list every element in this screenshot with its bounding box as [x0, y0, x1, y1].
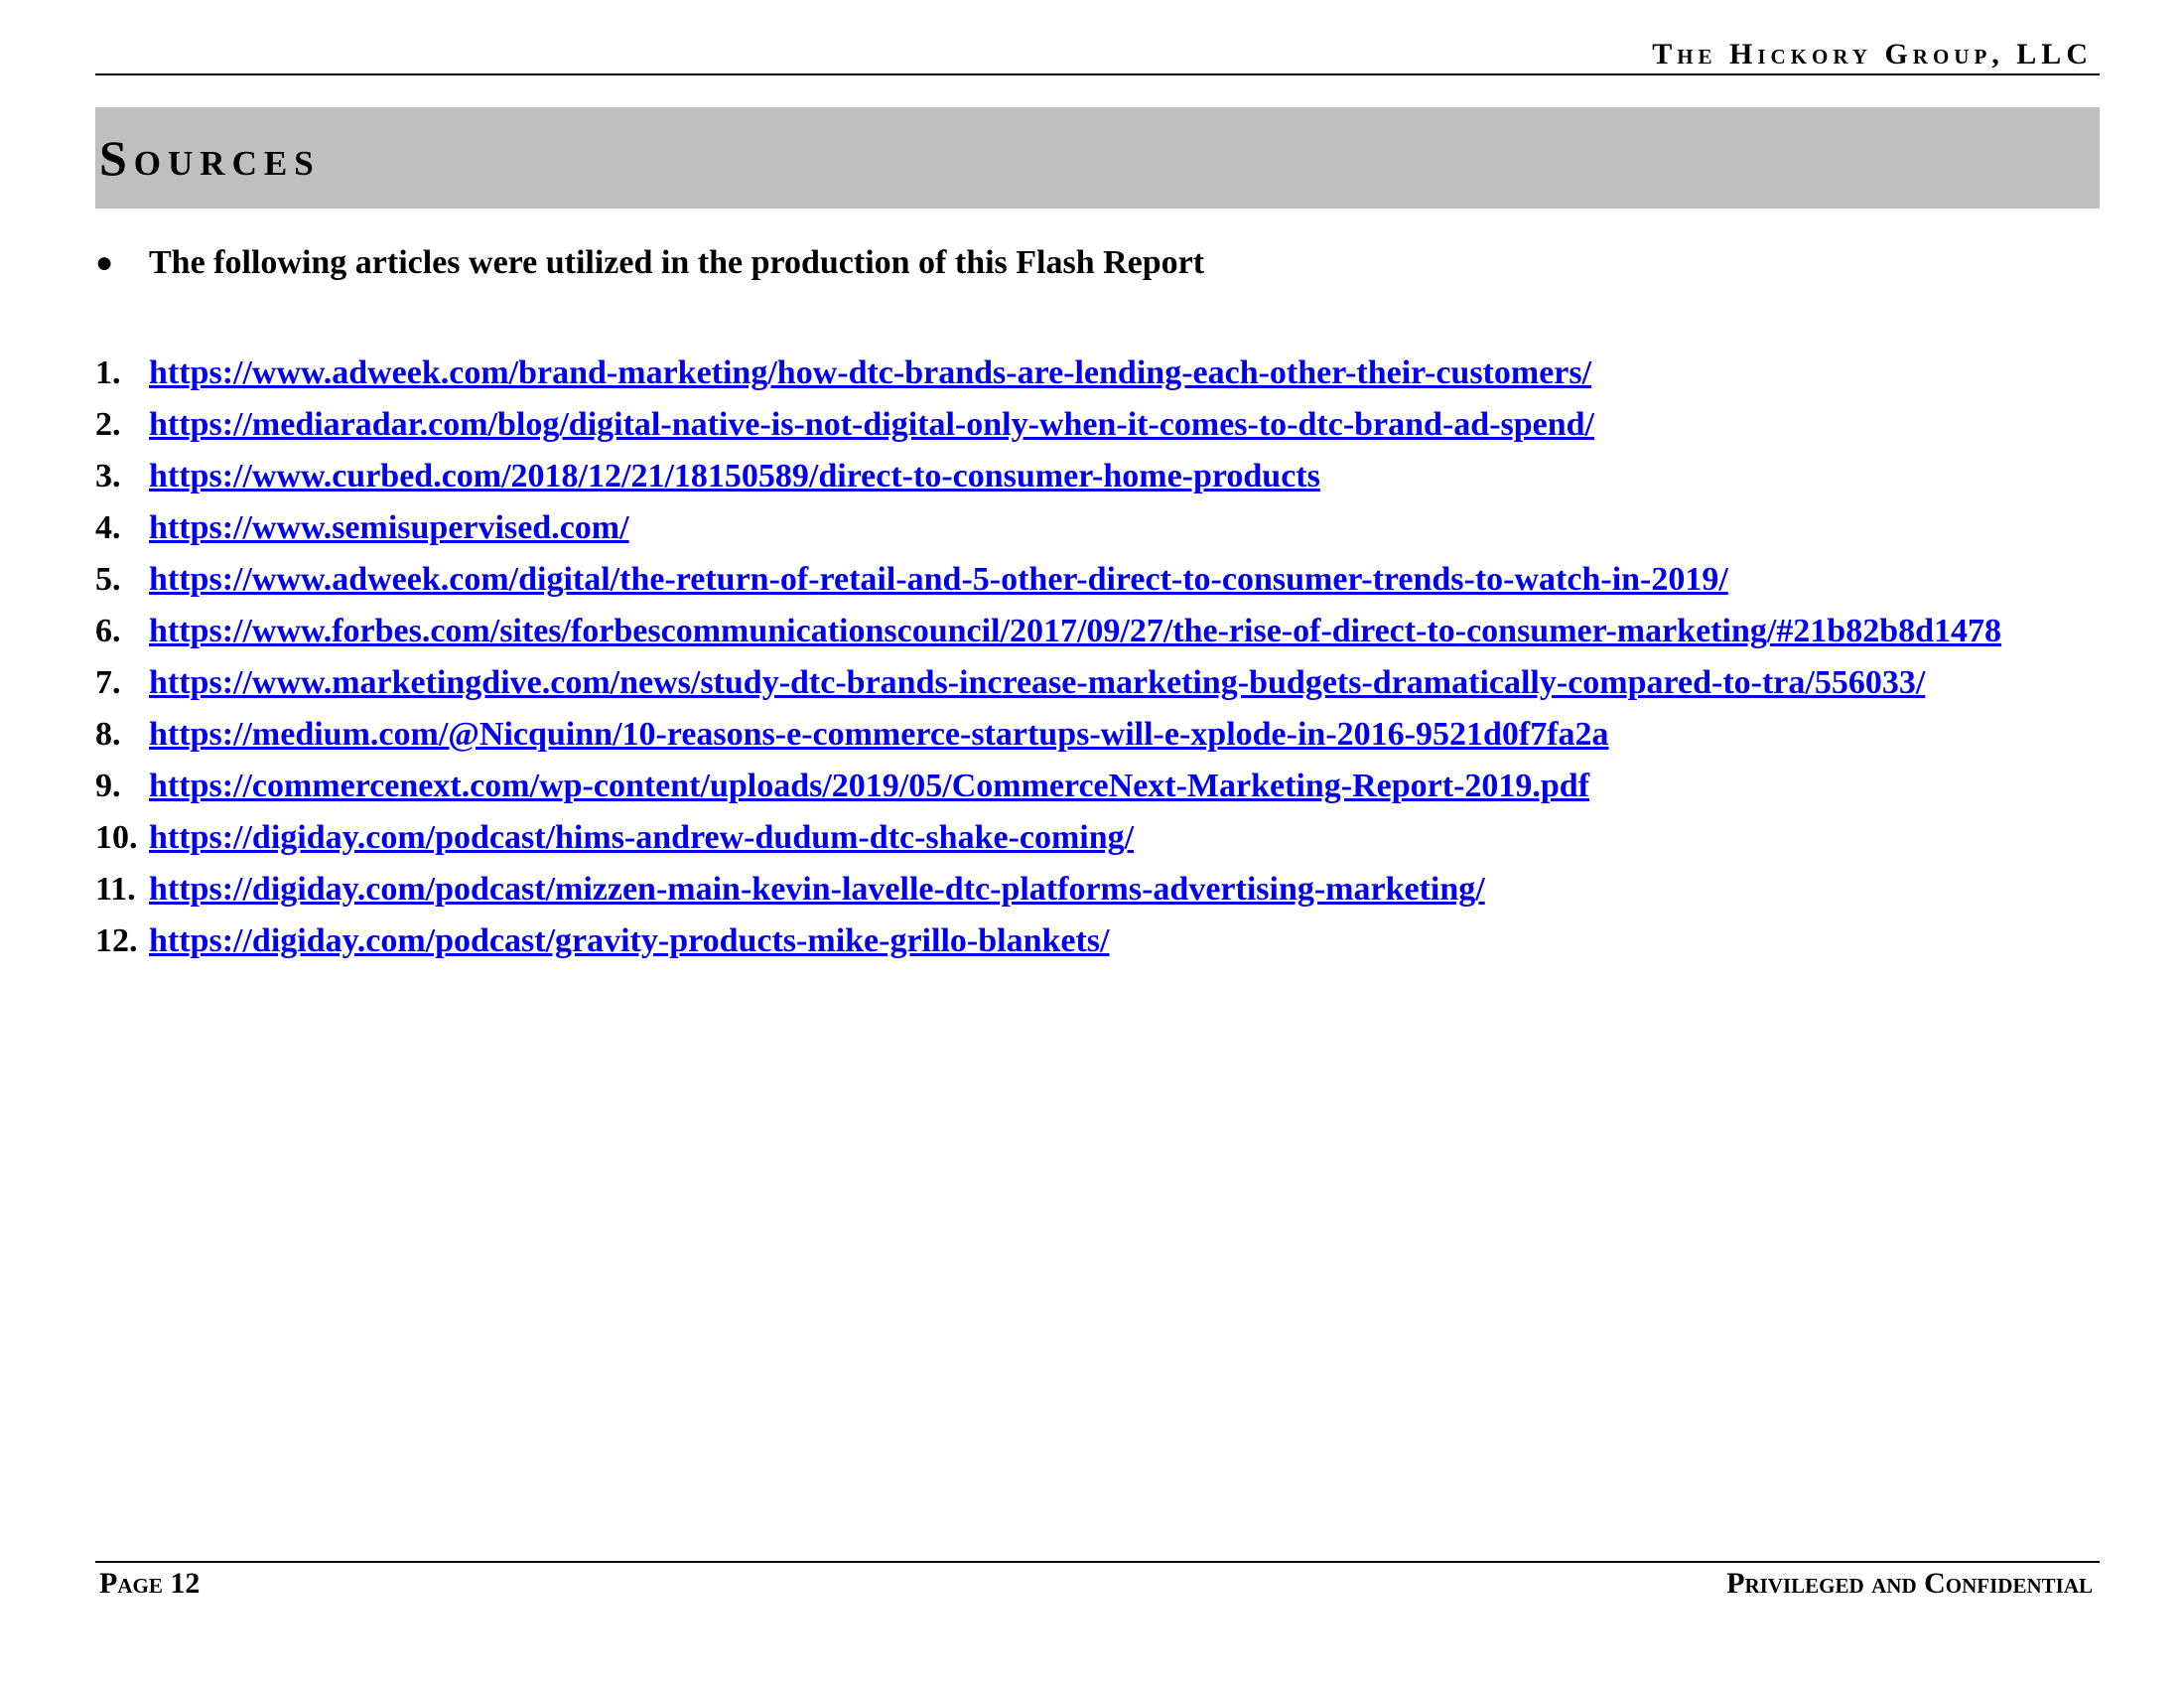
list-number: 7.: [95, 664, 121, 701]
source-link[interactable]: https://www.adweek.com/digital/the-return-of-retail-and-5-other-direct-to-consumer-trends-to-watch-in-2019/: [149, 561, 1728, 598]
source-link[interactable]: https://www.curbed.com/2018/12/21/18150589/direct-to-consumer-home-products: [149, 458, 1320, 494]
section-title: Sources: [99, 130, 321, 186]
source-link[interactable]: https://medium.com/@Nicquinn/10-reasons-e-commerce-startups-will-e-xplode-in-2016-9521d0f7fa2a: [149, 716, 1609, 753]
header-divider: [95, 73, 2100, 75]
list-item: [95, 765, 2051, 808]
list-number: 5.: [95, 561, 121, 598]
list-number: 10.: [95, 819, 138, 856]
list-number: 9.: [95, 768, 121, 804]
list-number: 2.: [95, 406, 121, 443]
list-item: [95, 455, 2051, 498]
sources-list: [95, 352, 2051, 971]
list-number: 4.: [95, 509, 121, 546]
list-number: 12.: [95, 922, 138, 959]
list-item: [95, 713, 2051, 757]
source-link[interactable]: https://www.marketingdive.com/news/study-dtc-brands-increase-marketing-budgets-dramatically-compared-to-tra/556033/: [149, 664, 1926, 701]
footer-divider: [95, 1561, 2100, 1563]
list-number: 1.: [95, 354, 121, 391]
source-link[interactable]: https://mediaradar.com/blog/digital-native-is-not-digital-only-when-it-comes-to-dtc-brand-ad-spend/: [149, 406, 1595, 443]
section-title-bar: [95, 107, 2100, 209]
source-link[interactable]: https://commercenext.com/wp-content/uploads/2019/05/CommerceNext-Marketing-Report-2019.pdf: [149, 768, 1590, 804]
intro-bullet: [95, 244, 1204, 282]
list-item: [95, 610, 2051, 653]
list-item: [95, 403, 2051, 447]
page-number: Page 12: [99, 1567, 201, 1600]
list-number: 6.: [95, 613, 121, 649]
list-item: [95, 816, 2051, 860]
source-link[interactable]: https://www.adweek.com/brand-marketing/how-dtc-brands-are-lending-each-other-their-customers/: [149, 354, 1592, 391]
list-item: [95, 558, 2051, 602]
list-number: 11.: [95, 871, 136, 908]
source-link[interactable]: https://www.semisupervised.com/: [149, 509, 629, 546]
source-link[interactable]: https://digiday.com/podcast/gravity-products-mike-grillo-blankets/: [149, 922, 1110, 959]
list-item: [95, 506, 2051, 550]
company-name: The Hickory Group, LLC: [1652, 38, 2093, 70]
confidentiality-notice: Privileged and Confidential: [1726, 1567, 2093, 1600]
list-number: 3.: [95, 458, 121, 494]
list-item: [95, 919, 2051, 963]
list-item: [95, 868, 2051, 912]
list-item: [95, 661, 2051, 705]
list-item: [95, 352, 2051, 395]
list-number: 8.: [95, 716, 121, 753]
source-link[interactable]: https://www.forbes.com/sites/forbescommunicationscouncil/2017/09/27/the-rise-of-direct-to-consumer-marketing/#21b82b8d1478: [149, 613, 2002, 649]
intro-text: The following articles were utilized in the production of this Flash Report: [149, 244, 1205, 281]
bullet-icon: ●: [95, 246, 114, 279]
source-link[interactable]: https://digiday.com/podcast/hims-andrew-dudum-dtc-shake-coming/: [149, 819, 1135, 856]
source-link[interactable]: https://digiday.com/podcast/mizzen-main-kevin-lavelle-dtc-platforms-advertising-marketing/: [149, 871, 1485, 908]
